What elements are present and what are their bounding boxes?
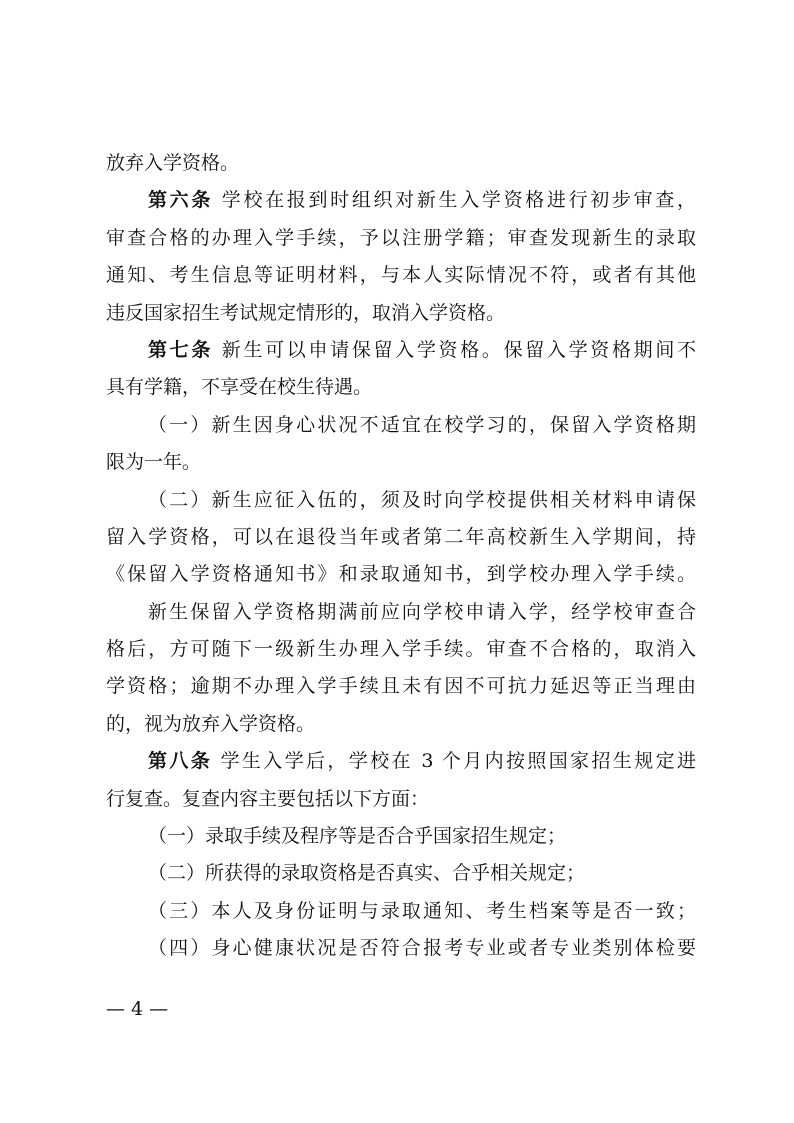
line-text: （三）本人及身份证明与录取通知、考生档案等是否一致； [148,899,696,922]
text-line [106,220,696,257]
line-text: 《保留入学资格通知书》和录取通知书，到学校办理入学手续。 [106,563,696,586]
line-text: （一）录取手续及程序等是否合乎国家招生规定； [148,825,567,848]
text-line [106,444,696,481]
line-text: 违反国家招生考试规定情形的，取消入学资格。 [106,301,506,324]
line-text: 放弃入学资格。 [106,152,240,174]
text-line [106,295,696,332]
text-line [106,668,696,705]
line-text: 格后，方可随下一级新生办理入学手续。审查不合格的，取消入 [106,638,696,661]
text-line [106,332,696,369]
text-line [106,594,696,631]
text-line [106,407,696,444]
line-text: 学资格；逾期不办理入学手续且未有因不可抗力延迟等正当理由 [106,675,696,698]
line-text: 新生保留入学资格期满前应向学校申请入学，经学校审查合 [148,600,696,623]
text-line [106,855,696,892]
text-line [106,556,696,593]
line-text: 限为一年。 [106,451,202,474]
text-line [106,182,696,219]
line-text: （四）身心健康状况是否符合报考专业或者专业类别体检要 [148,937,696,960]
text-line [106,706,696,743]
article-heading: 第八条 [148,750,213,773]
line-text: （二）所获得的录取资格是否真实、合乎相关规定； [148,862,586,885]
text-line [106,930,696,967]
article-heading: 第六条 [148,189,214,212]
text-line [106,781,696,818]
line-text: 学生入学后，学校在 3 个月内按照国家招生规定进 [212,750,696,773]
text-line [106,893,696,930]
text-line [106,145,696,182]
article-heading: 第七条 [148,338,214,361]
text-line [106,631,696,668]
line-text: 新生可以申请保留入学资格。保留入学资格期间不 [213,338,696,361]
text-line [106,743,696,780]
text-line [106,257,696,294]
text-line [106,482,696,519]
line-text: 留入学资格，可以在退役当年或者第二年高校新生入学期间，持 [106,525,696,548]
line-text: 学校在报到时组织对新生入学资格进行初步审查， [213,189,696,212]
text-line [106,818,696,855]
line-text: 通知、考生信息等证明材料，与本人实际情况不符，或者有其他 [106,264,696,287]
page-number: — 4 — [106,998,169,1020]
line-text: （二）新生应征入伍的，须及时向学校提供相关材料申请保 [148,488,696,511]
line-text: 行复查。复查内容主要包括以下方面： [106,787,430,810]
line-text: 审查合格的办理入学手续，予以注册学籍；审查发现新生的录取 [106,226,696,249]
text-line [106,369,696,406]
line-text: 的，视为放弃入学资格。 [106,712,316,735]
line-text: （一）新生因身心状况不适宜在校学习的，保留入学资格期 [148,413,696,436]
line-text: 具有学籍，不享受在校生待遇。 [106,376,373,399]
text-line [106,519,696,556]
document-body [106,145,696,968]
